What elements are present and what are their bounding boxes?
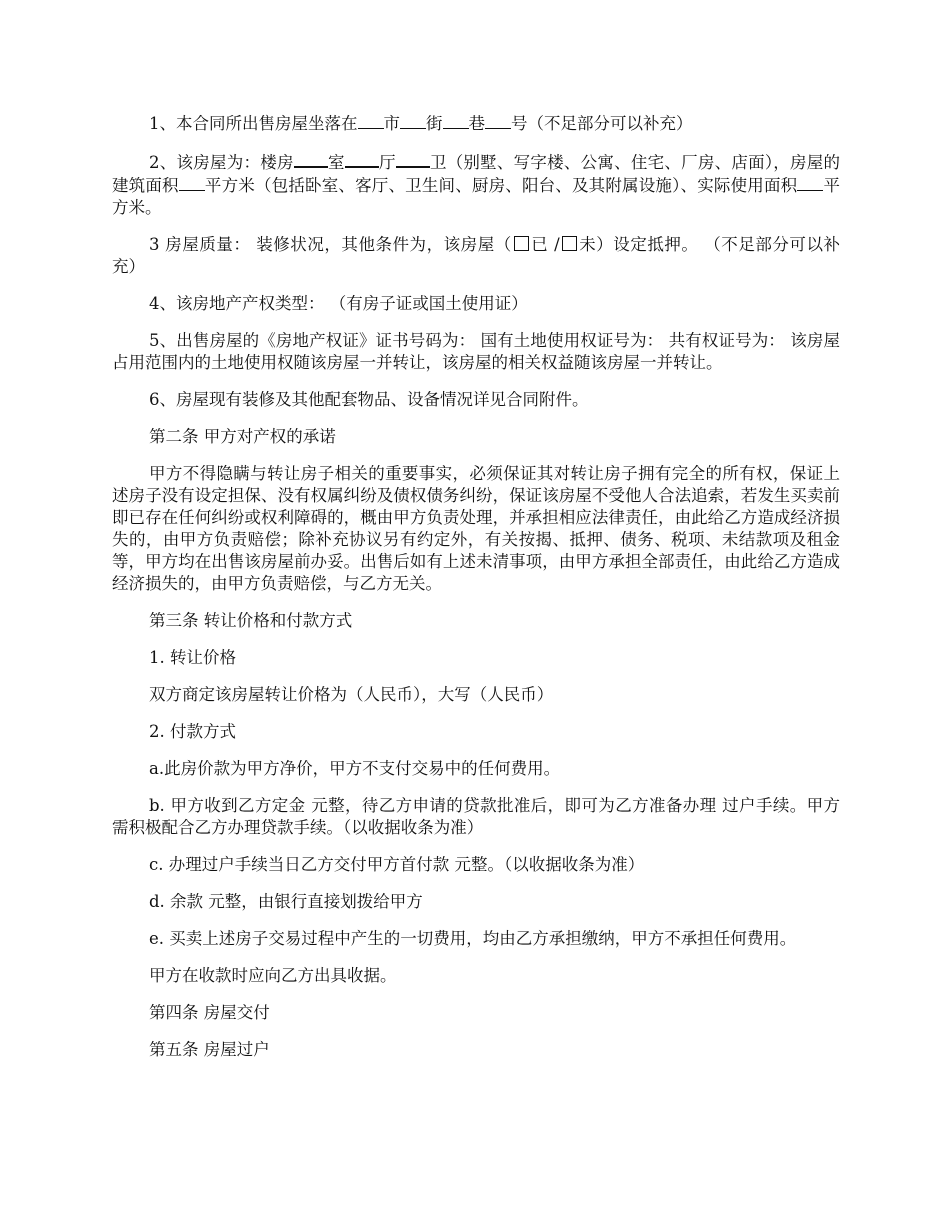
clause-1-lane-label: 巷 bbox=[468, 114, 485, 133]
clause-1-street-label: 街 bbox=[426, 114, 443, 133]
payment-item-e: e. 买卖上述房子交易过程中产生的一切费用，均由乙方承担缴纳，甲方不承担任何费用。 bbox=[149, 929, 797, 948]
clause-2 bbox=[112, 150, 840, 219]
payment-item-b: b. 甲方收到乙方定金 元整，待乙方申请的贷款批准后，即可为乙方准备办理 过户手续。甲方需积极配合乙方办理贷款手续。（以收据收条为准） bbox=[112, 796, 840, 837]
blank-halls bbox=[345, 150, 379, 168]
blank-baths bbox=[396, 150, 430, 168]
clause-3-yes-label: 已 / bbox=[530, 235, 560, 254]
clause-1-tail: 号（不足部分可以补充） bbox=[511, 114, 693, 133]
blank-use-area bbox=[797, 174, 823, 191]
blank-number bbox=[485, 112, 511, 129]
clause-1-city-label: 市 bbox=[383, 114, 400, 133]
article-4-title: 第四条 房屋交付 bbox=[149, 1003, 270, 1022]
article-3-section-2-title: 2. 付款方式 bbox=[149, 722, 236, 741]
clause-2-mid2: 平方米（包括卧室、客厅、卫生间、厨房、阳台、及其附属设施）、实际使用面积 bbox=[204, 176, 798, 195]
clause-2-room-label: 室 bbox=[327, 153, 345, 172]
blank-city bbox=[358, 112, 384, 129]
article-2-body: 甲方不得隐瞒与转让房子相关的重要事实，必须保证其对转让房子拥有完全的所有权，保证上述房子没有设定担保、没有权属纠纷及债权债务纠纷，保证该房屋不受他人合法追索，若发生买卖前即已存在任何纠纷或权利障碍的，概由甲方负责处理，并承担相应法律责任，由此给乙方造成经济损失的，由甲方负责赔偿；除补充协议另有约定外，有关按揭、抵押、债务、税项、未结款项及租金等，甲方均在出售该房屋前办妥。出售后如有上述未清事项，由甲方承担全部责任，由此给乙方造成经济损失的，由甲方负责赔偿，与乙方无关。 bbox=[112, 464, 840, 593]
payment-item-a: a.此房价款为甲方净价，甲方不支付交易中的任何费用。 bbox=[149, 759, 561, 778]
blank-lane bbox=[443, 112, 469, 129]
clause-3 bbox=[112, 234, 840, 278]
blank-build-area bbox=[179, 174, 205, 191]
payment-item-d: d. 余款 元整，由银行直接划拨给甲方 bbox=[149, 892, 423, 911]
article-3-title: 第三条 转让价格和付款方式 bbox=[149, 611, 353, 630]
blank-rooms bbox=[294, 150, 328, 168]
checkbox-mortgaged bbox=[514, 236, 529, 251]
clause-1 bbox=[112, 112, 840, 135]
clause-4: 4、该房地产产权类型： （有房子证或国土使用证） bbox=[149, 294, 528, 313]
receipt-note: 甲方在收款时应向乙方出具收据。 bbox=[149, 966, 397, 985]
checkbox-not-mortgaged bbox=[562, 236, 577, 251]
article-3-section-1-body: 双方商定该房屋转让价格为（人民币），大写（人民币） bbox=[149, 685, 554, 704]
clause-3-text: 3 房屋质量： 装修状况，其他条件为，该房屋（ bbox=[149, 235, 512, 254]
clause-2-mid: 卫（别墅、写字楼、公寓、住宅、厂房、店面），房屋的建筑面积 bbox=[112, 153, 841, 195]
clause-2-hall-label: 厅 bbox=[378, 153, 396, 172]
clause-2-tail: 平方米。 bbox=[112, 176, 841, 217]
contract-page bbox=[112, 112, 840, 1076]
payment-item-c: c. 办理过户手续当日乙方交付甲方首付款 元整。（以收据收条为准） bbox=[149, 855, 645, 874]
clause-1-text: 1、本合同所出售房屋坐落在 bbox=[149, 114, 358, 133]
article-2-title: 第二条 甲方对产权的承诺 bbox=[149, 427, 336, 446]
clause-3-tail: 未）设定抵押。 （不足部分可以补充） bbox=[112, 235, 840, 276]
clause-6: 6、房屋现有装修及其他配套物品、设备情况详见合同附件。 bbox=[149, 390, 589, 409]
blank-street bbox=[400, 112, 426, 129]
clause-5: 5、出售房屋的《房地产权证》证书号码为： 国有土地使用权证号为： 共有权证号为： 该房屋占用范围内的土地使用权随该房屋一并转让，该房屋的相关权益随该房屋一并转让。 bbox=[112, 331, 840, 372]
article-5-title: 第五条 房屋过户 bbox=[149, 1040, 270, 1059]
clause-2-text: 2、该房屋为：楼房 bbox=[149, 153, 294, 172]
article-3-section-1-title: 1. 转让价格 bbox=[149, 648, 236, 667]
